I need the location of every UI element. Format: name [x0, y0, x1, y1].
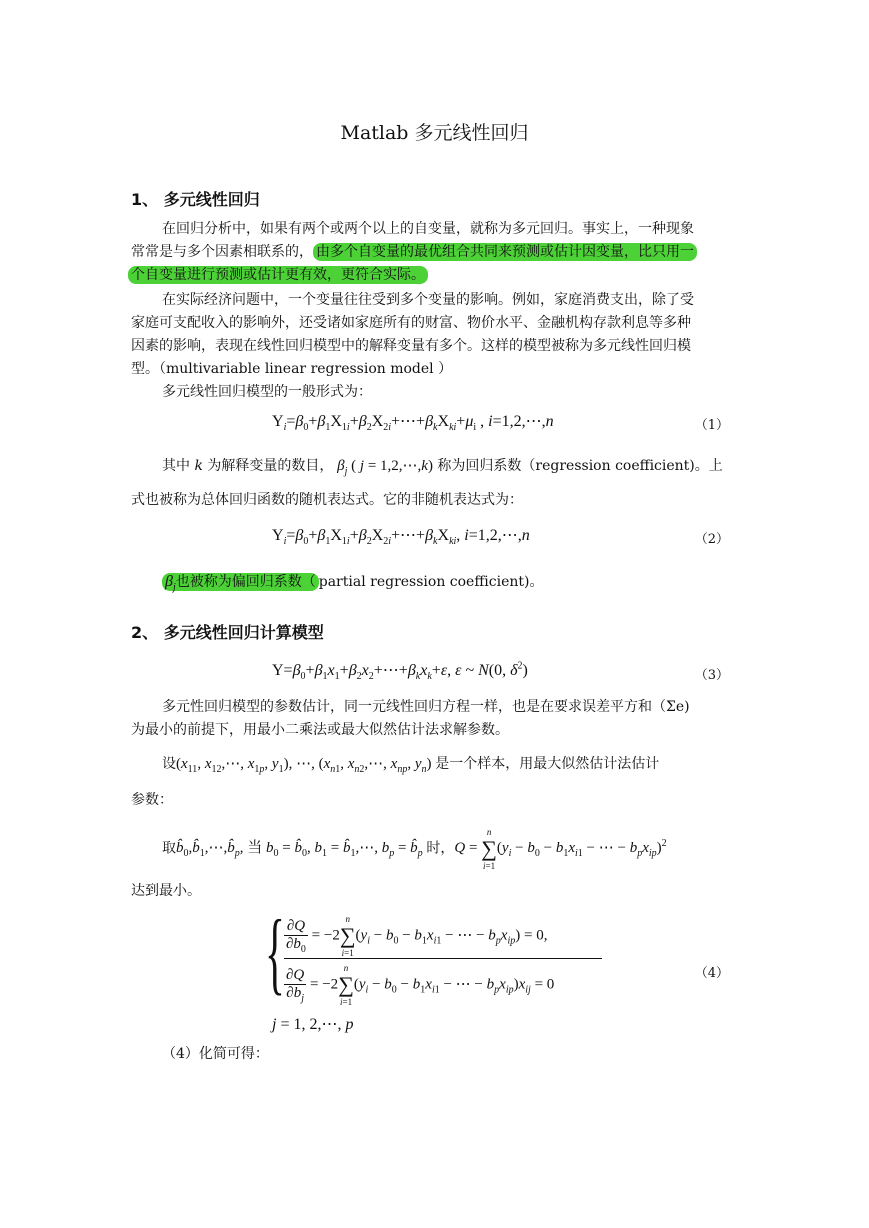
paragraph-line: 达到最小。 — [131, 883, 201, 899]
equation-number: （3） — [694, 668, 729, 683]
equation-1: $Y_i=\beta_0+\beta_1X_{1i}+\beta_2X_{2i}+\cdots+\beta_kX_{ki}+\mu_i$ , i=1,2,⋯,n — [272, 413, 554, 434]
paragraph-line: 其中 k 为解释变量的数目， $\beta_j$ ( j = 1,2,⋯,k) 称为回归系数（regression coefficient)。上 — [162, 458, 723, 477]
paragraph-line: $\beta_j$也被称为偏回归系数（ partial regression coefficient)。 — [162, 570, 543, 599]
beta-j-expression: $\beta_j$ ( j = 1,2,⋯,k) — [337, 458, 433, 477]
paragraph-line: 为最小的前提下，用最小二乘法或最大似然估计法求解参数。 — [131, 722, 509, 738]
paragraph-line: （4）化简可得： — [162, 1046, 269, 1062]
sample-expression: ($x_{11}$, $x_{12},\cdots$, $x_{1p}$, $y_1$), ⋯, ($x_{n1}$, $x_{n2},\cdots$, $x_{np}$, $y_n$) — [176, 756, 436, 775]
equation-number: （4） — [694, 966, 729, 981]
highlight: $\beta_j$也被称为偏回归系数（ — [162, 573, 319, 591]
left-brace: { — [265, 901, 285, 1003]
paragraph-line: 家庭可支配收入的影响外，还受诸如家庭所有的财富、物价水平、金融机构存款利息等多种 — [131, 315, 691, 331]
paragraph-line: 常常是与多个因素相联系的， 由多个自变量的最优组合共同来预测或估计因变量，比只用一 — [131, 241, 697, 264]
paragraph-line: 在实际经济问题中，一个变量往往受到多个变量的影响。例如，家庭消费支出，除了受 — [162, 292, 694, 308]
section-heading-2: 2、 多元线性回归计算模型 — [131, 623, 324, 642]
page-title: Matlab 多元线性回归 — [340, 122, 529, 144]
highlight: 个自变量进行预测或估计更有效，更符合实际。 — [128, 266, 428, 284]
estimator-line: 取$b̂_0,b̂_1,\cdots,b̂_p$, 当 $b_0$ = $b̂_0$, $b_1$ = $b̂_1,\cdots$, $b_p$ = $b̂_p$ 时，Q = n ∑ i=1 ($y_i - b_0 - b_1x_{i1}$ − ⋯ − $b_px_{ip})^2$ — [162, 827, 667, 871]
equation-4-line-2: $\frac{\partial Q}{\partial b_j}$ = −2 n ∑ i=1 ($y_i - b_0 - b_1x_{i1}$ − ⋯ − $b_px_{ip})x_{ij} = 0$ — [286, 963, 555, 1007]
paragraph-line: 型。（multivariable linear regression model ） — [131, 361, 453, 377]
equation-2: $Y_i=\beta_0+\beta_1X_{1i}+\beta_2X_{2i}+\cdots+\beta_kX_{ki}$, i=1,2,⋯,n — [272, 527, 530, 548]
paragraph-line: 多元性回归模型的参数估计，同一元线性回归方程一样，也是在要求误差平方和（Σe) — [162, 699, 690, 715]
equation-number: （1） — [694, 418, 729, 433]
paragraph-line: 设($x_{11}$, $x_{12},\cdots$, $x_{1p}$, $y_1$), ⋯, ($x_{n1}$, $x_{n2},\cdots$, $x_{np}$, $y_n$) 是一个样本，用最大似然估计法估计 — [162, 756, 660, 775]
equation-4-index: j = 1, 2,⋯, p — [272, 1016, 354, 1033]
paragraph-line: 多元线性回归模型的一般形式为： — [162, 384, 372, 400]
highlight: 由多个自变量的最优组合共同来预测或估计因变量，比只用一 — [313, 243, 697, 261]
paragraph-line — [128, 264, 428, 287]
equation-4-line-1: $\frac{\partial Q}{\partial b_0}$ = −2 n ∑ i=1 ($y_i - b_0 - b_1x_{i1}$ − ⋯ − $b_px_{ip}) = 0$, — [286, 914, 548, 958]
paragraph-line: 参数： — [131, 792, 173, 808]
section-heading-1: 1、 多元线性回归 — [131, 190, 260, 209]
fraction-divider — [284, 958, 602, 959]
paragraph-line: 因素的影响，表现在线性回归模型中的解释变量有多个。这样的模型被称为多元线性回归模 — [131, 338, 691, 354]
paragraph-line: 在回归分析中，如果有两个或两个以上的自变量，就称为多元回归。事实上，一种现象 — [162, 221, 694, 237]
equation-3: $Y=\beta_0+\beta_1x_1+\beta_2x_2+\cdots+\beta_kx_k+\varepsilon$, ε ~ N(0, $\delta^2$) — [272, 660, 528, 683]
paragraph-line: 式也被称为总体回归函数的随机表达式。它的非随机表达式为： — [131, 492, 523, 508]
equation-number: （2） — [694, 532, 729, 547]
